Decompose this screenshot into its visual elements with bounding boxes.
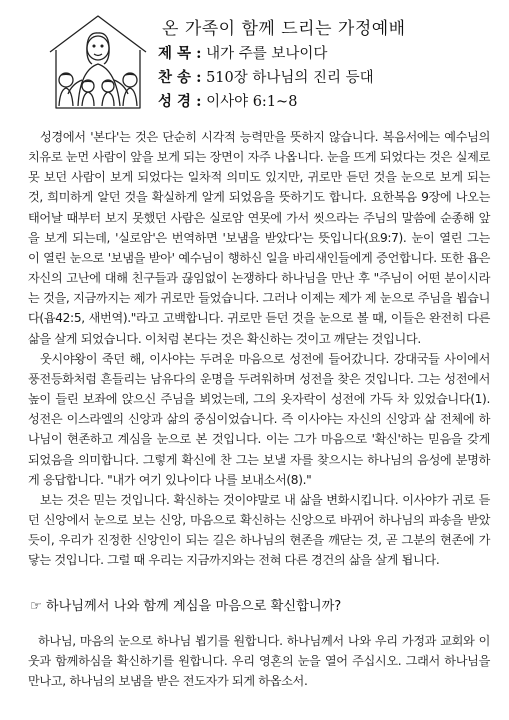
question-text: 하나님께서 나와 함께 계심을 마음으로 확신합니까? (45, 599, 342, 614)
pointing-hand-icon: ☞ (30, 599, 42, 614)
meta-value: 내가 주를 보나이다 (206, 46, 328, 62)
meta-row-scripture (158, 90, 374, 114)
meta-row-title (158, 42, 374, 66)
page-title: 온 가족이 함께 드리는 가정예배 (162, 19, 406, 39)
body-paragraph: 웃시야왕이 죽던 해, 이사야는 두려운 마음으로 성전에 들어갔니다. 강대국들 사이에서 풍전등화처럼 흔들리는 남유다의 운명을 두려워하며 성전을 찾은 것입니다. 그는 성전에서 높이 들린 보좌에 앉으신 주님을 뵈었는데, 그의 옷자락이 성전에 가득 차 있었습니다(1). 성전은 이스라엘의 신앙과 삶의 중심이었습니다. 즉 이사야는 자신의 신앙과 삶 전체에 하나님이 현존하고 계심을 눈으로 본 것입니다. 이는 그가 마음으로 '확신'하는 믿음을 갖게 되었음을 의미합니다. 그렇게 확신에 찬 그는 보낼 자를 찾으시는 하나님의 음성에 분명하게 응답합니다. "내가 여기 있나이다 나를 보내소서(8)." (28, 351, 490, 487)
sermon-body (28, 127, 490, 570)
closing-prayer (28, 631, 490, 691)
meta-value: 510장 하나님의 진리 등대 (206, 70, 374, 86)
worship-info (158, 42, 374, 114)
meta-row-hymn (158, 66, 374, 90)
meta-label: 성 경 : (158, 93, 202, 110)
body-paragraph: 성경에서 '본다'는 것은 단순히 시각적 능력만을 뜻하지 않습니다. 복음서에는 예수님의 치유로 눈먼 사람이 앞을 보게 되는 장면이 자주 나옵니다. 눈을 뜨게 되었다는 것은 실제로 못 보던 사람이 보게 되었다는 일차적 의미도 있지만, 귀로만 듣던 것을 눈으로 보게 되는 것, 희미하게 알던 것을 확실하게 알게 되었음을 뜻하기도 합니다. 요한복음 9장에 나오는 태어날 때부터 보지 못했던 사람은 실로암 연못에 가서 씻으라는 주님의 말씀에 순종해 앞을 보게 되는데, '실로암'은 번역하면 '보냄을 받았다'는 뜻입니다(요9:7). 눈이 열린 그는 이 열린 눈으로 '보냄을 받아' 예수님이 행하신 일을 바리새인들에게 증언합니다. 또한 욥은 자신의 고난에 대해 친구들과 끊임없이 논쟁하다 하나님을 만난 후 "주님이 어떤 분이시라는 것을, 지금까지는 제가 귀로만 들었습니다. 그러나 이제는 제가 제 눈으로 주님을 뵙습니다(욥42:5, 새번역)."라고 고백합니다. 귀로만 듣던 것을 눈으로 볼 때, 이들은 완전히 다른 삶을 살게 되었습니다. 이처럼 본다는 것은 확신하는 것이고 깨닫는 것입니다. (28, 130, 490, 346)
meta-label: 찬 송 : (158, 69, 202, 86)
meta-value: 이사야 6:1~8 (206, 94, 298, 110)
reflection-question (30, 597, 490, 617)
body-paragraph: 보는 것은 믿는 것입니다. 확신하는 것이야말로 내 삶을 변화시킵니다. 이사야가 귀로 듣던 신앙에서 눈으로 보는 신앙, 마음으로 확신하는 신앙으로 바뀌어 하나님의 파송을 받았듯이, 우리가 진정한 신앙인이 되는 길은 하나님의 현존을 깨닫는 것, 곧 그분의 현존에 가닿는 것입니다. 그럴 때 우리는 지금까지와는 전혀 다른 경건의 삶을 살게 됩니다. (28, 492, 490, 568)
meta-label: 제 목 : (158, 45, 202, 62)
jesus-with-children-illustration (44, 10, 152, 114)
prayer-text: 하나님, 마음의 눈으로 하나님 뵙기를 원합니다. 하나님께서 나와 우리 가정과 교회와 이웃과 함께하심을 확신하기를 원합니다. 우리 영혼의 눈을 열어 주십시오. 그래서 하나님을 만나고, 하나님의 보냄을 받은 전도자가 되게 하옵소서. (28, 634, 490, 689)
